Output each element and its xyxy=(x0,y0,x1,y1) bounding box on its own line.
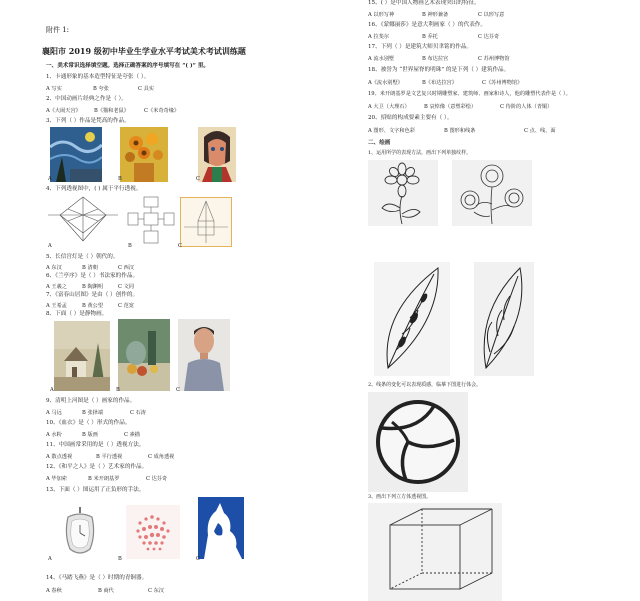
q19-option-a: A 大卫（大理石） xyxy=(368,104,410,110)
q2-option-a: A《大闹天宫》 xyxy=(46,108,81,114)
q9-option-c: C 石涛 xyxy=(130,410,146,416)
q17-option-a: A 流水别墅 xyxy=(368,56,395,62)
question-18: 18、被誉为 “世界屋脊的明珠” 的是下列（ ）建筑作品。 xyxy=(368,67,510,73)
question-11: 11、中国画常采用的是（ ）透视方法。 xyxy=(46,442,145,448)
flower-drawing-1 xyxy=(368,160,438,226)
q3-label-b: B xyxy=(118,176,122,182)
question-10: 10、《血衣》是（ ）形式的作品。 xyxy=(46,420,131,426)
appendix-label: 附件 1: xyxy=(46,26,70,34)
question-19: 19、米开朗基罗是文艺复兴时期雕塑家、建筑师、画家和诗人，他的雕塑代表作是（ ）。 xyxy=(368,91,571,97)
q4-label-a: A xyxy=(48,243,52,249)
q5-option-b: B 清朝 xyxy=(82,265,98,271)
perspective-diagram-b xyxy=(126,195,178,245)
question-9: 9、清明上河图是（ ）画家的作品。 xyxy=(46,398,136,404)
question-12: 12、《和平之人》是（ ）艺术家的作品。 xyxy=(46,464,148,470)
q1-option-c: C 具实 xyxy=(138,86,154,92)
section-1-heading: 一、美术常识选择填空题。选择正确答案的序号填写在 “( )” 里。 xyxy=(46,63,210,69)
q1-option-a: A 写实 xyxy=(46,86,62,92)
flower-drawing-2 xyxy=(452,160,532,226)
still-life-painting xyxy=(118,319,170,391)
q15-option-c: C 以形写意 xyxy=(478,12,505,18)
dot-pattern-image xyxy=(126,505,180,559)
q19-option-c: C 待阶的人体（青铜） xyxy=(500,104,553,110)
question-20: 20、招贴的构成要素主要有（ ）。 xyxy=(368,115,453,121)
van-gogh-starry-painting xyxy=(50,127,102,182)
drawing-prompt-3: 3、画出下列立方体透视图。 xyxy=(368,494,432,500)
q19-option-b: B 哀悼像（意塑彩绘） xyxy=(424,104,477,110)
drawing-prompt-2: 2、线条的变化可以表现质感，临摹下图进行体会。 xyxy=(368,382,482,388)
question-5: 5、长信宫灯是（ ）朝代的。 xyxy=(46,254,119,260)
q13-label-b: B xyxy=(118,556,122,562)
right-page xyxy=(360,0,640,601)
question-4: 4、下列透视图中，( ) 属于平行透视。 xyxy=(46,186,142,192)
q10-option-b: B 版画 xyxy=(82,432,98,438)
q9-option-a: A 马远 xyxy=(46,410,62,416)
page-title: 襄阳市 2019 级初中毕业生学业水平考试美术考试训练题 xyxy=(42,46,246,56)
q1-option-b: B 夸张 xyxy=(93,86,109,92)
cube-drawing xyxy=(368,503,502,601)
q17-option-b: B 布达拉宫 xyxy=(422,56,449,62)
q13-label-a: A xyxy=(48,556,52,562)
question-13: 13、下面（ ）图运用了正负形的手法。 xyxy=(46,487,145,493)
q12-option-b: B 米开朗基罗 xyxy=(88,476,120,482)
q3-label-a: A xyxy=(48,176,52,182)
q4-label-b: B xyxy=(128,243,132,249)
q14-option-a: A 春秋 xyxy=(46,588,62,594)
q10-option-a: A 水粉 xyxy=(46,432,62,438)
q16-option-a: A 拉斐尔 xyxy=(368,34,389,40)
question-15: 15、( ）是中国人物画艺术表现突出的特征。 xyxy=(368,0,480,6)
q20-option-c: C 点、线、面 xyxy=(524,128,556,134)
left-page xyxy=(38,0,332,601)
q11-option-c: C 成角透视 xyxy=(148,454,175,460)
q13-label-c: C xyxy=(196,556,200,562)
question-8: 8、下面（ ）是静物画。 xyxy=(46,311,108,317)
picasso-portrait-painting xyxy=(198,127,236,182)
drawing-prompt-1: 1、运用所学的表现方法，画出下列单独纹样。 xyxy=(368,150,472,156)
perspective-diagram-c xyxy=(180,197,232,247)
question-7: 7、《富春山居图》是由（ ）创作的。 xyxy=(46,292,139,298)
q15-option-a: A 以形写神 xyxy=(368,12,395,18)
question-14: 14、《马踏飞燕》是（ ）时期的青铜器。 xyxy=(46,575,148,581)
q3-label-c: C xyxy=(196,176,200,182)
q11-option-b: B 平行透视 xyxy=(96,454,123,460)
q18-option-a: A《流水别墅》 xyxy=(368,80,403,86)
q6-option-b: B 陶渊明 xyxy=(82,284,104,290)
q18-option-b: B《布达拉宫》 xyxy=(422,80,457,86)
q8-label-c: C xyxy=(176,387,180,393)
q10-option-c: C 素描 xyxy=(124,432,140,438)
q7-option-a: A 王希孟 xyxy=(46,303,67,309)
q11-option-a: A 散点透视 xyxy=(46,454,73,460)
positive-negative-shape-image xyxy=(198,497,244,559)
section-2-heading: 二、绘画 xyxy=(368,140,391,146)
leaf-drawing-2 xyxy=(474,262,534,376)
leaf-drawing-1 xyxy=(374,262,450,376)
q6-option-c: C 文同 xyxy=(118,284,134,290)
q14-option-c: C 东汉 xyxy=(148,588,164,594)
q8-label-b: B xyxy=(116,387,120,393)
landscape-painting-house xyxy=(54,321,110,391)
question-16: 16、《蒙娜丽莎》是意大利画家（ ）的代表作。 xyxy=(368,22,486,28)
q17-option-c: C 苏州博物馆 xyxy=(478,56,510,62)
q15-option-b: B 神形兼备 xyxy=(422,12,449,18)
melting-clock-image xyxy=(60,505,100,557)
q5-option-a: A 东汉 xyxy=(46,265,62,271)
van-gogh-sunflowers-painting xyxy=(120,127,168,182)
volleyball-drawing xyxy=(368,392,468,492)
question-2: 2、中国动画片经典之作是（ ）。 xyxy=(46,96,127,102)
q16-option-c: C 达芬奇 xyxy=(478,34,500,40)
question-17: 17、下列（ ）是建筑大师贝聿铭的作品。 xyxy=(368,44,472,50)
q18-option-c: C《苏州博物馆》 xyxy=(482,80,523,86)
question-1: 1、卡通形象的基本造型特征是夸张（ ）。 xyxy=(46,74,150,80)
q20-option-a: A 图形、文字和色彩 xyxy=(368,128,415,134)
q12-option-c: C 达芬奇 xyxy=(146,476,168,482)
q6-option-a: A 王羲之 xyxy=(46,284,67,290)
q8-label-a: A xyxy=(50,387,54,393)
portrait-painting-man xyxy=(178,319,230,391)
q5-option-c: C 西汉 xyxy=(118,265,134,271)
q7-option-b: B 黄公望 xyxy=(82,303,104,309)
q2-option-c: C《米奇奇缘》 xyxy=(144,108,180,114)
q20-option-b: B 图形和线条 xyxy=(444,128,476,134)
q14-option-b: B 商代 xyxy=(98,588,114,594)
q7-option-c: C 范宽 xyxy=(118,303,134,309)
q2-option-b: B《猫和老鼠》 xyxy=(94,108,129,114)
q4-label-c: C xyxy=(178,243,182,249)
q16-option-b: B 乔托 xyxy=(422,34,438,40)
q12-option-a: A 毕加索 xyxy=(46,476,67,482)
question-6: 6、《兰亭序》是（ ）书法家的作品。 xyxy=(46,273,139,279)
perspective-diagram-a xyxy=(48,195,118,245)
question-3: 3、下列（ ）作品是梵高的作品。 xyxy=(46,118,130,124)
q9-option-b: B 张择端 xyxy=(82,410,104,416)
